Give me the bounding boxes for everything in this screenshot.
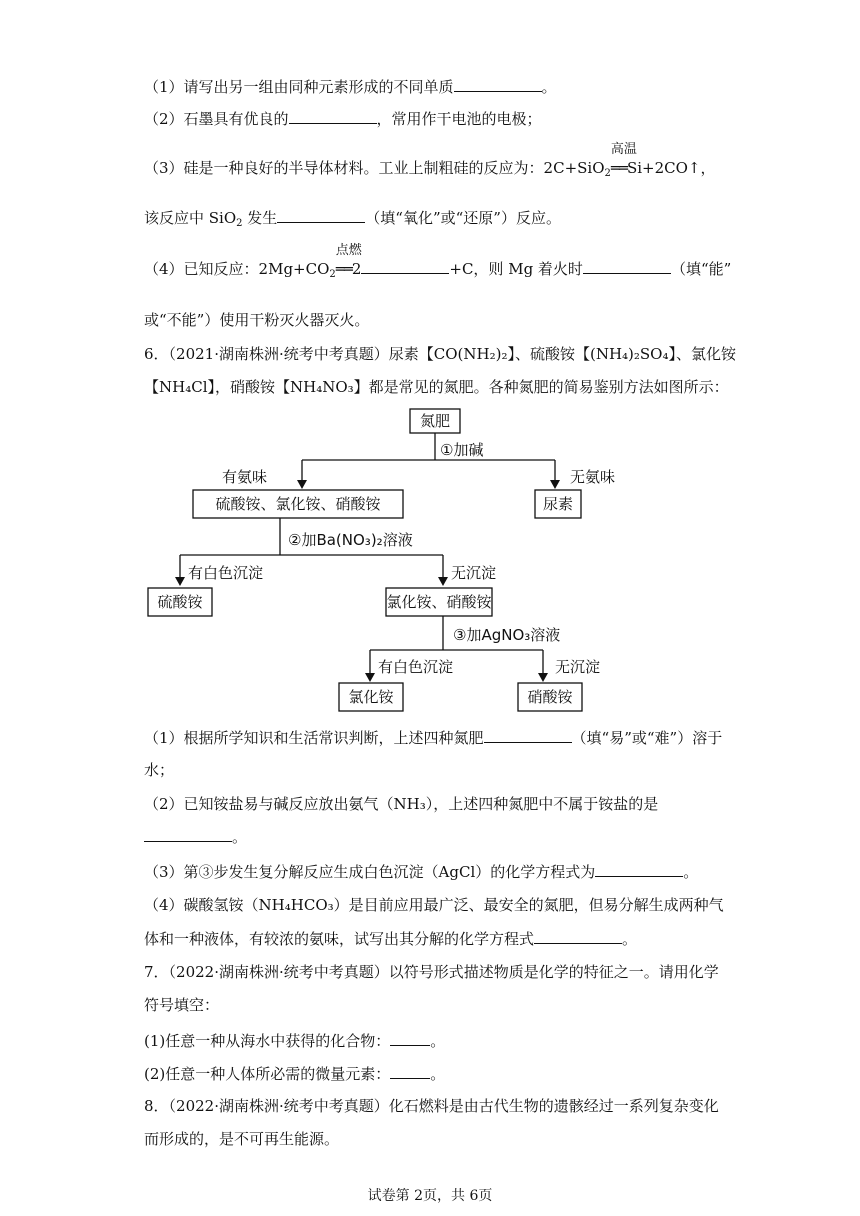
q6-answer3: （3）第③步发生复分解反应生成白色沉淀（AgCl）的化学方程式为 。 (144, 863, 699, 881)
q6-stem-line1: 6．（2021·湖南株洲·统考中考真题）尿素【CO(NH₂)₂】、硫酸铵【(NH₄)₂SO₄】、氯化铵 (144, 345, 736, 363)
arrow-head (175, 577, 185, 586)
q5-part1: （1）请写出另一组由同种元素形成的不同单质 。 (144, 78, 557, 96)
q7-sub1: (1)任意一种从海水中获得的化合物： 。 (144, 1032, 446, 1050)
q7-sub2: (2)任意一种人体所必需的微量元素： 。 (144, 1065, 446, 1083)
flow-box-e-label: 氯化铵 (348, 688, 394, 706)
flow-box-d-label: 氯化铵、硝酸铵 (386, 593, 492, 611)
answer-blank[interactable] (361, 258, 449, 274)
q7-stem-line1: 7．（2022·湖南株洲·统考中考真题）以符号形式描述物质是化学的特征之一。请用化学 (144, 963, 719, 981)
flow-left3: 有白色沉淀 (378, 658, 454, 676)
q5-part3: （3）硅是一种良好的半导体材料。工业上制粗硅的反应为：2C+SiO$_2$ 高温 ══Si+2CO↑， (144, 142, 716, 179)
answer-blank[interactable] (289, 108, 377, 124)
reaction-condition: 点燃 ══ (335, 243, 362, 278)
q6-answer4-cont: 体和一种液体，有较浓的氨味，试写出其分解的化学方程式 。 (144, 930, 638, 948)
q6-answer1: （1）根据所学知识和生活常识判断，上述四种氮肥 （填“易”或“难”）溶于 (144, 729, 723, 747)
page-footer: 试卷第 2页，共 6页 (367, 1188, 493, 1204)
answer-blank[interactable] (277, 207, 365, 223)
arrow-head (297, 480, 307, 489)
answer-blank[interactable] (454, 76, 542, 92)
q5-part4-cont: 或“不能”）使用干粉灭火器灭火。 (144, 311, 370, 329)
flow-box-d (386, 588, 492, 616)
answer-blank[interactable] (484, 727, 572, 743)
flow-right1: 无氨味 (570, 468, 616, 486)
flow-box-c-label: 硫酸铵 (157, 593, 203, 611)
flow-right3: 无沉淀 (555, 658, 601, 676)
arrow-head (365, 673, 375, 682)
flow-step3: ③加AgNO₃溶液 (453, 626, 561, 644)
flow-box-b (535, 490, 581, 518)
q6-answer4: （4）碳酸氢铵（NH₄HCO₃）是目前应用最广泛、最安全的氮肥，但易分解生成两种气 (144, 896, 724, 914)
reaction-condition: 高温 ══ (610, 142, 637, 177)
flow-box-f (518, 683, 582, 711)
answer-blank[interactable] (583, 258, 671, 274)
answer-blank[interactable] (595, 861, 683, 877)
q6-stem-line2: 【NH₄Cl】，硝酸铵【NH₄NO₃】都是常见的氮肥。各种氮肥的简易鉴别方法如图所示： (144, 378, 729, 396)
flow-step2: ②加Ba(NO₃)₂溶液 (288, 531, 413, 549)
flow-box-c (148, 588, 212, 616)
answer-blank[interactable] (144, 826, 232, 842)
arrow-head (538, 673, 548, 682)
flow-box-b-label: 尿素 (542, 495, 574, 513)
arrow-head (550, 480, 560, 489)
answer-blank[interactable] (390, 1030, 430, 1046)
q8-stem-line2: 而形成的，是不可再生能源。 (144, 1130, 340, 1148)
q6-answer2-cont: 。 (144, 826, 247, 847)
flow-left2: 有白色沉淀 (188, 564, 264, 582)
flow-box-f-label: 硝酸铵 (527, 688, 573, 706)
q6-answer1-cont: 水； (144, 761, 175, 779)
q8-stem-line1: 8．（2022·湖南株洲·统考中考真题）化石燃料是由古代生物的遗骸经过一系列复杂变化 (144, 1097, 719, 1115)
flow-right2: 无沉淀 (451, 564, 497, 582)
q7-stem-line2: 符号填空： (144, 996, 220, 1014)
flow-root-label: 氮肥 (419, 412, 451, 430)
answer-blank[interactable] (390, 1063, 430, 1079)
flow-box-e (339, 683, 403, 711)
q5-part2: （2）石墨具有优良的 ，常用作干电池的电极； (144, 110, 542, 128)
flow-step1: ①加碱 (440, 441, 484, 459)
answer-blank[interactable] (534, 928, 622, 944)
q5-part4: （4）已知反应：$2Mg+CO_2$ 点燃 ══2 +C，则 Mg 着火时 （填“能” (144, 243, 732, 280)
q6-answer2: （2）已知铵盐易与碱反应放出氨气（NH₃），上述四种氮肥中不属于铵盐的是 (144, 795, 659, 813)
flow-left1: 有氨味 (222, 468, 268, 486)
flow-box-a (193, 490, 403, 518)
q5-part3-cont: 该反应中 SiO$_2$ 发生 （填“氧化”或“还原”）反应。 (144, 209, 561, 229)
flow-box-a-label: 硫酸铵、氯化铵、硝酸铵 (215, 495, 381, 513)
arrow-head (438, 577, 448, 586)
flow-box-root (410, 409, 460, 433)
